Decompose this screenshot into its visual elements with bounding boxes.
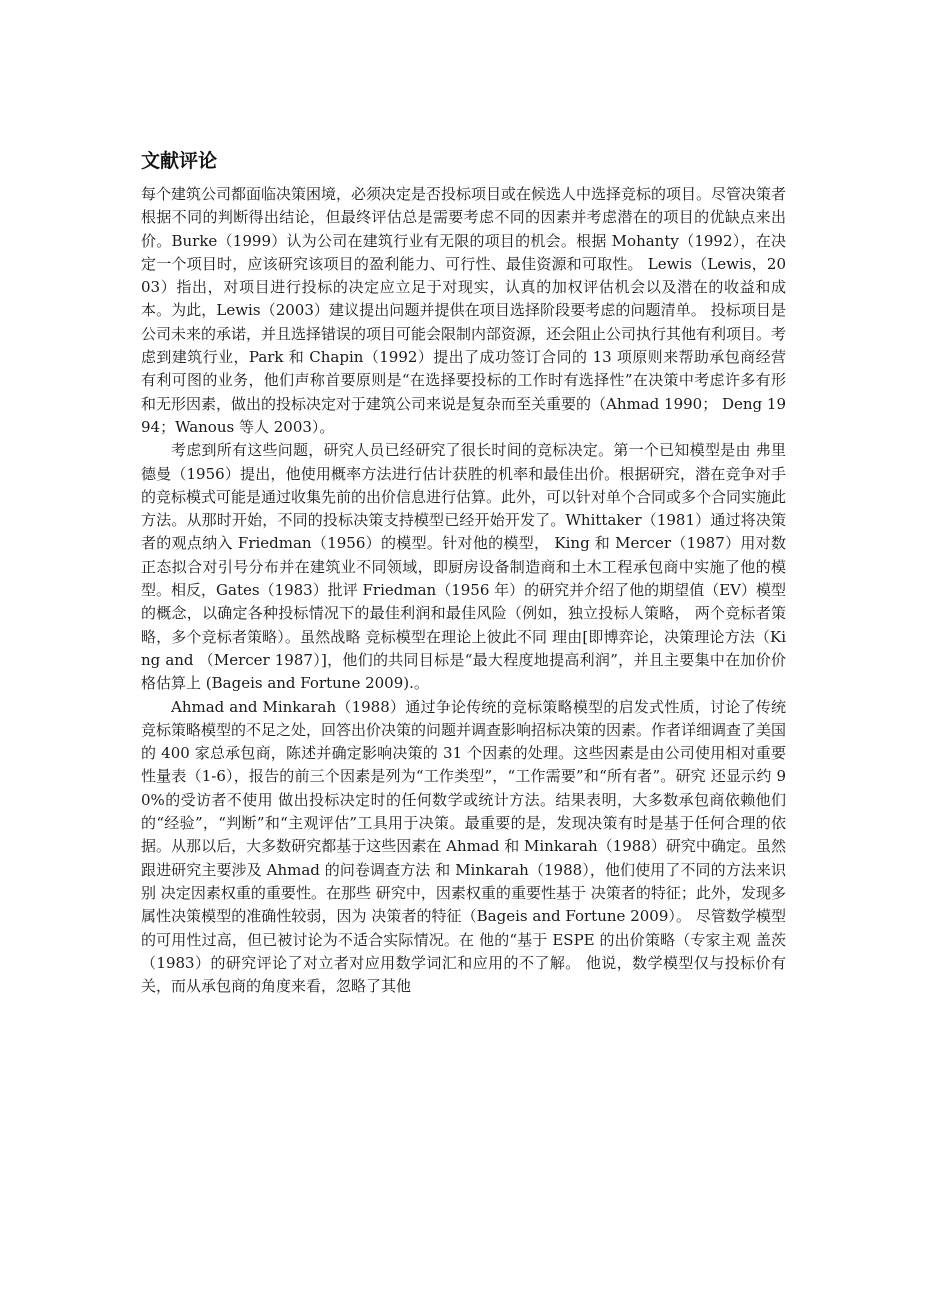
paragraph-1: 每个建筑公司都面临决策困境，必须决定是否投标项目或在候选人中选择竞标的项目。尽管决策者根据不同的判断得出结论，但最终评估总是需要考虑不同的因素并考虑潜在的项目的优缺点来出价。Burke（1999）认为公司在建筑行业有无限的项目的机会。根据 Mohanty（1992），在决定一个项目时，应该研究该项目的盈利能力、可行性、最佳资源和可取性。 Lewis（Lewis，2003）指出，对项目进行投标的决定应立足于对现实，认真的加权评估机会以及潜在的收益和成本。为此，Lewis（2003）建议提出问题并提供在项目选择阶段要考虑的问题清单。 投标项目是公司未来的承诺，并且选择错误的项目可能会限制内部资源，还会阻止公司执行其他有利项目。考虑到建筑行业，Park 和 Chapin（1992）提出了成功签订合同的 13 项原则来帮助承包商经营有利可图的业务，他们声称首要原则是“在选择要投标的工作时有选择性”在决策中考虑许多有形和无形因素，做出的投标决定对于建筑公司来说是复杂而至关重要的（Ahmad 1990； Deng 1994；Wanous 等人 2003）。 (141, 185, 787, 436)
paragraph-2: 考虑到所有这些问题，研究人员已经研究了很长时间的竞标决定。第一个已知模型是由 弗里德曼（1956）提出，他使用概率方法进行估计获胜的机率和最佳出价。根据研究，潜在竞争对手的竞标模式可能是通过收集先前的出价信息进行估算。此外，可以针对单个合同或多个合同实施此方法。从那时开始，不同的投标决策支持模型已经开始开发了。Whittaker（1981）通过将决策者的观点纳入 Friedman（1956）的模型。针对他的模型， King 和 Mercer（1987）用对数正态拟合对引号分布并在建筑业不同领域，即厨房设备制造商和土木工程承包商中实施了他的模型。相反，Gates（1983）批评 Friedman（1956 年）的研究并介绍了他的期望值（EV）模型的概念，以确定各种投标情况下的最佳利润和最佳风险（例如，独立投标人策略， 两个竞标者策略，多个竞标者策略）。虽然战略 竞标模型在理论上彼此不同 理由[即博弈论，决策理论方法（King and （Mercer 1987）]，他们的共同目标是“最大程度地提高利润”，并且主要集中在加价价格估算上 (Bageis and Fortune 2009).。 (141, 441, 787, 693)
section-title: 文献评论 (141, 150, 218, 172)
document-page (141, 146, 786, 998)
paragraph-3: Ahmad and Minkarah（1988）通过争论传统的竞标策略模型的启发式性质，讨论了传统竞标策略模型的不足之处，回答出价决策的问题并调查影响招标决策的因素。作者详细调查了美国的 400 家总承包商，陈述并确定影响决策的 31 个因素的处理。这些因素是由公司使用相对重要性量表（1-6），报告的前三个因素是列为“工作类型”，“工作需要”和“所有者”。研究 还显示约 90%的受访者不使用 做出投标决定时的任何数学或统计方法。结果表明，大多数承包商依赖他们的“经验”，“判断”和“主观评估”工具用于决策。最重要的是，发现决策有时是基于任何合理的依据。从那以后，大多数研究都基于这些因素在 Ahmad 和 Minkarah（1988）研究中确定。虽然跟进研究主要涉及 Ahmad 的问卷调查方法 和 Minkarah（1988），他们使用了不同的方法来识别 决定因素权重的重要性。在那些 研究中，因素权重的重要性基于 决策者的特征；此外，发现多属性决策模型的准确性较弱，因为 决策者的特征（Bageis and Fortune 2009）。 尽管数学模型的可用性过高，但已被讨论为不适合实际情况。在 他的“基于 ESPE 的出价策略（专家主观 盖茨（1983）的研究评论了对立者对应用数学词汇和应用的不了解。 他说，数学模型仅与投标价有关，而从承包商的角度来看，忽略了其他 (141, 697, 787, 996)
